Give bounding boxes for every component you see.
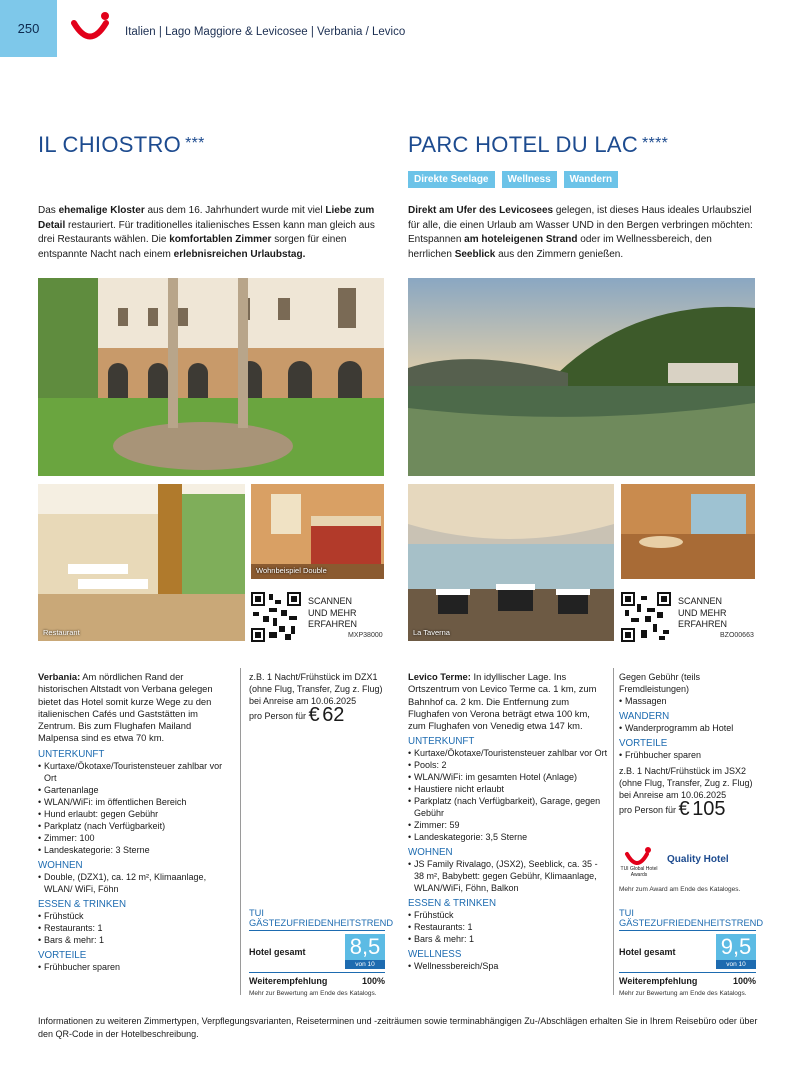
list-item: • Bars & mehr: 1 [38, 934, 234, 946]
section-heading: WOHNEN [408, 847, 453, 859]
list-item: • Frühbucher sparen [619, 749, 756, 761]
rating-badge: 8,5 von 10 [345, 934, 385, 969]
rating-left: TUI GÄSTEZUFRIEDENHEITSTREND Hotel gesamt 8,5 von 10 Weiterempfehlung 100% Mehr zur Bewertung am Ende des Katalogs. [249, 908, 394, 997]
page-number: 250 [0, 0, 57, 57]
price-value: 105 [692, 798, 726, 820]
list-item: • Zimmer: 100 [38, 832, 234, 844]
qr-code[interactable] [251, 592, 301, 642]
price-left: z.B. 1 Nacht/Frühstück im DZX1 (ohne Flug, Transfer, Zug z. Flug) bei Anreise am 10.06.2025 pro Person für € 62 [249, 672, 383, 726]
section-heading: WOHNEN [38, 859, 83, 871]
rating-badge: 9,5 von 10 [716, 934, 756, 969]
section-heading: ESSEN & TRINKEN [408, 898, 497, 910]
section-heading: UNTERKUNFT [408, 736, 475, 748]
section-heading: ESSEN & TRINKEN [38, 898, 127, 910]
list-item: • JS Family Rivalago, (JSX2), Seeblick, ca. 35 - 38 m², Babybett: gegen Gebühr, Klimaanlage, WLAN/WiFi, Föhn, Balkon [408, 858, 608, 894]
details-right [408, 671, 608, 972]
list-item: • Double, (DZX1), ca. 12 m², Klimaanlage, WLAN/ WiFi, Föhn [38, 871, 234, 895]
restaurant-photo: Restaurant [38, 484, 245, 641]
details-left [38, 671, 234, 973]
rating-right: TUI GÄSTEZUFRIEDENHEITSTREND Hotel gesamt 9,5 von 10 Weiterempfehlung 100% Mehr zur Bewertung am Ende des Katalogs. [619, 908, 764, 997]
scan-hint: SCANNEN UND MEHR ERFAHREN [678, 596, 728, 629]
section-heading: WANDERN [619, 711, 670, 722]
intro-right: Direkt am Ufer des Levicosees gelegen, ist dieses Haus ideales Urlaubsziel für alle, die einen Urlaub am Wasser UND in den Bergen verbringen möchten: Entspannen am hoteleigenen Strand oder im Wellnessbereich, den herrlichen Seeblick aus den Zimmern genießen. [408, 205, 753, 260]
hotel-title-left: IL CHIOSTRO *** [38, 132, 205, 157]
star-rating: **** [642, 135, 669, 152]
intro-left: Das ehemalige Kloster aus dem 16. Jahrhundert wurde mit viel Liebe zum Detail restauriert. Für traditionelles italienisches Essen kann man gleich aus drei Restaurants wählen. Die komfortablen Zimmer sorgen für einen entspannte Nacht nach einem erlebnisreichen Urlaubstag. [38, 205, 375, 260]
lake-photo [408, 278, 755, 476]
list-item: • Kurtaxe/Ökotaxe/Touristensteuer zahlbar vor Ort [408, 747, 608, 759]
list-item: • Zimmer: 59 [408, 819, 608, 831]
section-heading: VORTEILE [619, 738, 668, 749]
list-item: • WLAN/WiFi: im öffentlichen Bereich [38, 796, 234, 808]
hotel-code: MXP38000 [348, 632, 383, 639]
list-item: • Hund erlaubt: gegen Gebühr [38, 808, 234, 820]
list-item: • Kurtaxe/Ökotaxe/Touristensteuer zahlbar vor Ort [38, 760, 234, 784]
award: TUI Global Hotel Awards Quality Hotel Mehr zum Award am Ende des Kataloges. [619, 844, 756, 896]
price-value: 62 [322, 704, 345, 726]
section-heading: VORTEILE [38, 949, 87, 961]
list-item: • Pools: 2 [408, 759, 608, 771]
list-item: • Parkplatz (nach Verfügbarkeit), Garage, gegen Gebühr [408, 795, 608, 819]
hotel-code: BZO00663 [720, 632, 754, 639]
list-item: • Landeskategorie: 3,5 Sterne [408, 831, 608, 843]
breadcrumb: Italien | Lago Maggiore & Levicosee | Verbania / Levico [125, 26, 406, 38]
footer-note: Informationen zu weiteren Zimmertypen, Verpflegungsvarianten, Reiseterminen und -zeiträumen sowie terminabhängigen Zu-/Abschlägen erhalten Sie in Ihrem Reisebüro oder über den QR-Code in der Hotelbeschreibung. [38, 1016, 758, 1039]
tag: Direkte Seelage [408, 171, 495, 188]
terrace-photo: La Taverna [408, 484, 614, 641]
side-right: Gegen Gebühr (teils Fremdleistungen) • Massagen WANDERN • Wanderprogramm ab Hotel VORTEILE • Frühbucher sparen z.B. 1 Nacht/Frühstück im JSX2 (ohne Flug, Transfer, Zug z. Flug) bei Anreise am 10.06.2025 pro Person für € 105 [619, 671, 756, 816]
tui-logo [70, 10, 112, 49]
spa-photo [621, 484, 755, 579]
location-text: Verbania: Am nördlichen Rand der historischen Altstadt von Verbana gelegen bietet das Hotel somit kurze Wege zu den italienischen Cafés und Gaststätten im Zentrum. Bis zum Flughafen Mailand Malpensa sind es etwa 70 km. [38, 671, 213, 744]
list-item: • Gartenanlage [38, 784, 234, 796]
list-item: • WLAN/WiFi: im gesamten Hotel (Anlage) [408, 771, 608, 783]
list-item: • Frühbucher sparen [38, 961, 234, 973]
scan-hint: SCANNEN UND MEHR ERFAHREN [308, 596, 358, 629]
section-heading: WELLNESS [408, 949, 462, 961]
list-item: • Frühstück [408, 909, 608, 921]
list-item: • Landeskategorie: 3 Sterne [38, 844, 234, 856]
qr-code[interactable] [621, 592, 671, 642]
list-item: • Massagen [619, 695, 756, 707]
list-item: • Frühstück [38, 910, 234, 922]
tag: Wandern [564, 171, 618, 188]
tag: Wellness [502, 171, 557, 188]
list-item: • Haustiere nicht erlaubt [408, 783, 608, 795]
list-item: • Parkplatz (nach Verfügbarkeit) [38, 820, 234, 832]
room-photo: Wohnbeispiel Double [251, 484, 384, 579]
list-item: • Wanderprogramm ab Hotel [619, 722, 756, 734]
location-text: Levico Terme: In idyllischer Lage. Ins Ortszentrum von Levico Terme ca. 1 km, zum Bahnhof ca. 2 km. Die Entfernung zum Flughafen von Verona beträgt etwa 100 km, zum Flughafen von Venedig etwa 147 km. [408, 671, 597, 732]
star-rating: *** [185, 135, 205, 152]
list-item: • Restaurants: 1 [408, 921, 608, 933]
list-item: • Wellnessbereich/Spa [408, 960, 608, 972]
feature-tags [408, 171, 618, 188]
divider [240, 668, 241, 995]
list-item: • Restaurants: 1 [38, 922, 234, 934]
divider [613, 668, 614, 995]
section-heading: UNTERKUNFT [38, 748, 105, 760]
hotel-title-right: PARC HOTEL DU LAC **** [408, 132, 669, 157]
cloister-photo [38, 278, 384, 476]
list-item: • Bars & mehr: 1 [408, 933, 608, 945]
